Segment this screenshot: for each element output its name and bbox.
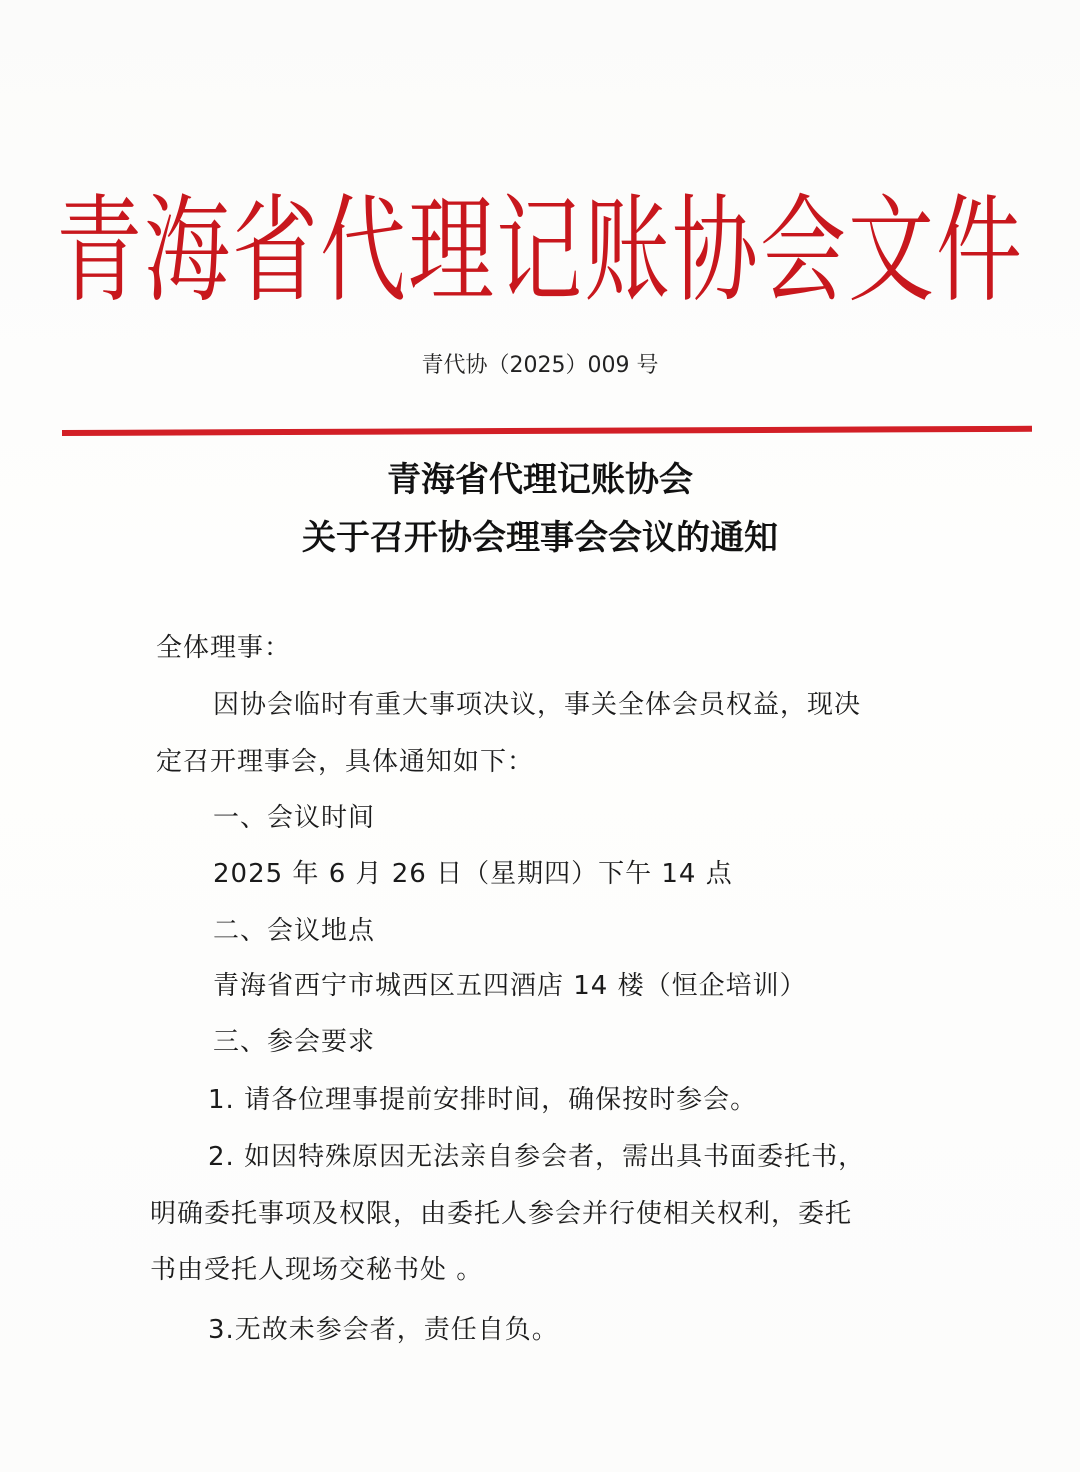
intro-line1: 因协会临时有重大事项决议，事关全体会员权益，现决: [213, 690, 862, 720]
requirement-2-line1: 2. 如因特殊原因无法亲自参会者，需出具书面委托书，: [208, 1142, 866, 1172]
document-number: 青代协（2025）009 号: [421, 353, 659, 378]
salutation: 全体理事：: [156, 633, 292, 663]
notice-title-line2: 关于召开协会理事会会议的通知: [302, 518, 778, 558]
notice-title-line1: 青海省代理记账协会: [387, 460, 693, 500]
red-divider-line: [62, 426, 1032, 436]
section1-heading: 一、会议时间: [213, 803, 376, 833]
section3-heading: 三、参会要求: [213, 1027, 376, 1057]
requirement-1: 1. 请各位理事提前安排时间，确保按时参会。: [208, 1085, 758, 1115]
requirement-3: 3.无故未参会者，责任自负。: [208, 1315, 559, 1345]
org-document-header: 青海省代理记账协会文件: [56, 183, 1024, 319]
intro-line2: 定召开理事会，具体通知如下：: [156, 747, 535, 777]
requirement-2-line2: 明确委托事项及权限，由委托人参会并行使相关权利，委托: [150, 1199, 853, 1229]
requirement-2-line3: 书由受托人现场交秘书处 。: [150, 1255, 484, 1285]
section1-content: 2025 年 6 月 26 日（星期四）下午 14 点: [213, 859, 733, 889]
section2-heading: 二、会议地点: [213, 916, 376, 946]
section2-content: 青海省西宁市城西区五四酒店 14 楼（恒企培训）: [213, 971, 807, 1001]
